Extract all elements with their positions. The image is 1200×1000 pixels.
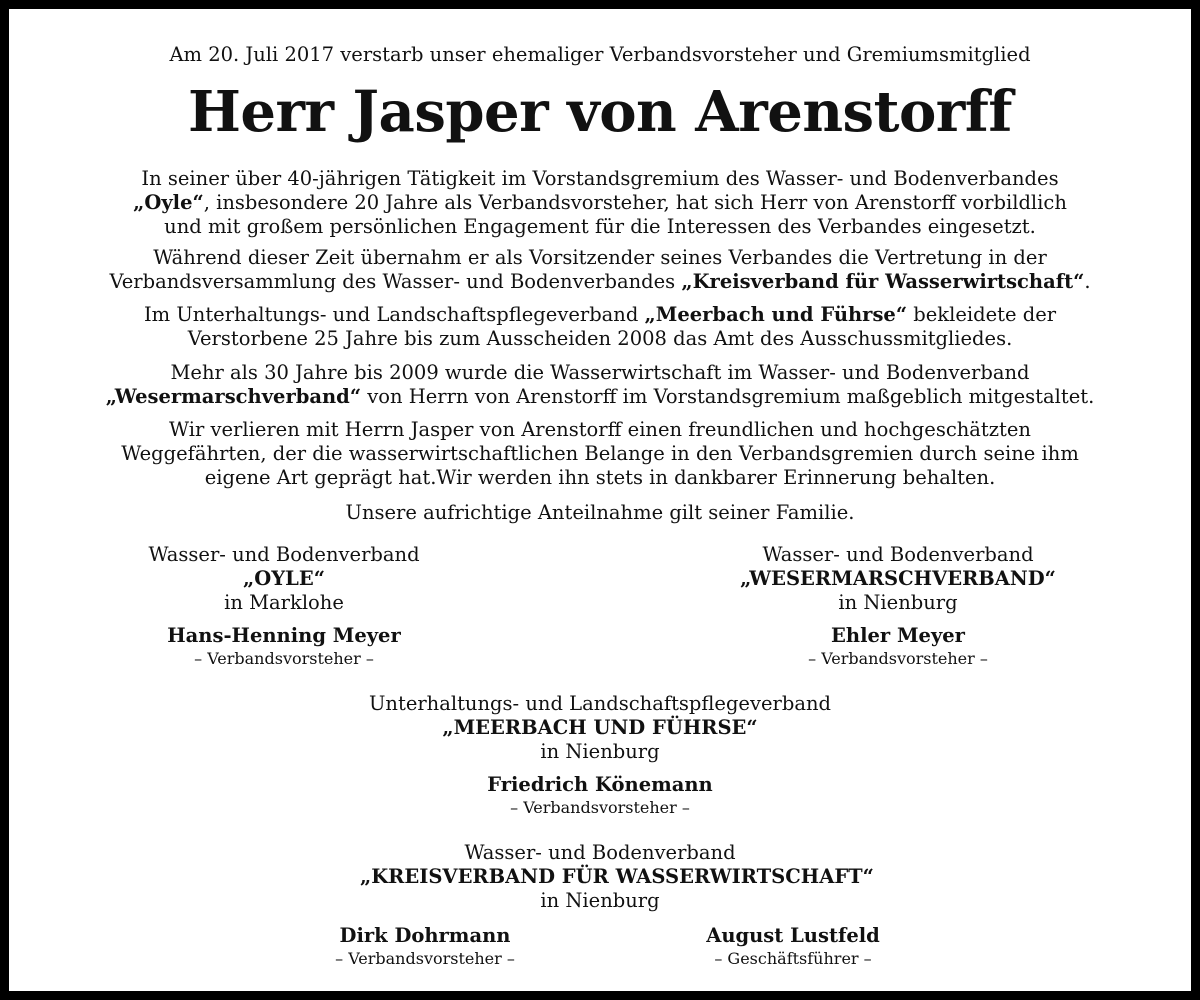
paragraph-5-line-1: Wir verlieren mit Herrn Jasper von Arenstorff einen freundlichen und hochgeschätzten [169,418,1031,441]
signer-org-type: Wasser- und Bodenverband [148,543,420,566]
signer-block-meerbach [360,692,840,819]
deceased-name: Herr Jasper von Arenstorff [188,79,1012,145]
paragraph-1-line-1: In seiner über 40-jährigen Tätigkeit im Vorstandsgremium des Wasser- und Bodenverbandes [141,167,1059,190]
signer-person-lustfeld [553,924,1033,970]
org-name-meerbach: „Meerbach und Führse“ [644,303,908,326]
signer-role: – Verbandsvorsteher – [510,798,690,817]
signer-person: August Lustfeld [706,924,880,947]
signer-person: Ehler Meyer [831,624,965,647]
paragraph-1-line-2: „Oyle“, insbesondere 20 Jahre als Verbandsvorsteher, hat sich Herr von Arenstorff vorbildlich [133,191,1067,214]
paragraph-4-line-1: Mehr als 30 Jahre bis 2009 wurde die Wasserwirtschaft im Wasser- und Bodenverband [170,361,1030,384]
signer-block-kreisverband [360,841,874,913]
signer-org-type: Wasser- und Bodenverband [464,841,736,864]
signer-org-place: in Marklohe [224,591,344,614]
signer-person: Hans-Henning Meyer [167,624,401,647]
signer-block-wesermarsch [658,543,1138,670]
paragraph-4-line-2: „Wesermarschverband“ von Herrn von Arenstorff im Vorstandsgremium maßgeblich mitgestaltet. [105,385,1095,408]
signer-block-oyle [44,543,524,670]
paragraph-3-line-1: Im Unterhaltungs- und Landschaftspflegeverband „Meerbach und Führse“ bekleidete der [143,303,1057,326]
paragraph-5-line-3: eigene Art geprägt hat.Wir werden ihn stets in dankbarer Erinnerung behalten. [204,466,996,489]
org-name-wesermarsch: „Wesermarschverband“ [105,385,362,408]
paragraph-3-line-2: Verstorbene 25 Jahre bis zum Ausscheiden 2008 das Amt des Ausschussmitgliedes. [187,327,1013,350]
signer-org-place: in Nienburg [838,591,958,614]
signer-person: Friedrich Könemann [487,773,713,796]
signer-role: – Verbandsvorsteher – [335,949,515,968]
paragraph-2-line-1: Während dieser Zeit übernahm er als Vorsitzender seines Verbandes die Vertretung in der [153,246,1047,269]
signer-org-name: „WESERMARSCHVERBAND“ [740,567,1056,590]
closing-line: Unsere aufrichtige Anteilnahme gilt seiner Familie. [345,501,855,524]
signer-org-type: Unterhaltungs- und Landschaftspflegeverband [368,692,831,715]
org-name-oyle: „Oyle“ [133,191,204,214]
signer-role: – Verbandsvorsteher – [194,649,374,668]
signer-person: Dirk Dohrmann [339,924,511,947]
signer-role: – Verbandsvorsteher – [808,649,988,668]
paragraph-5-line-2: Weggefährten, der die wasserwirtschaftlichen Belange in den Verbandsgremien durch seine ihm [121,442,1079,465]
signer-org-place: in Nienburg [540,889,660,912]
signer-org-name: „OYLE“ [243,567,325,590]
org-name-kreisverband: „Kreisverband für Wasserwirtschaft“ [681,270,1085,293]
signer-org-type: Wasser- und Bodenverband [762,543,1034,566]
paragraph-1-line-3: und mit großem persönlichen Engagement für die Interessen des Verbandes eingesetzt. [164,215,1036,238]
signer-org-place: in Nienburg [540,740,660,763]
signer-org-name: „KREISVERBAND FÜR WASSERWIRTSCHAFT“ [360,865,874,888]
intro-line: Am 20. Juli 2017 verstarb unser ehemaliger Verbandsvorsteher und Gremiumsmitglied [169,43,1031,66]
signer-org-name: „MEERBACH UND FÜHRSE“ [442,716,758,739]
paragraph-2-line-2: Verbandsversammlung des Wasser- und Bodenverbandes „Kreisverband für Wasserwirtschaft“. [109,270,1091,293]
signer-role: – Geschäftsführer – [714,949,872,968]
